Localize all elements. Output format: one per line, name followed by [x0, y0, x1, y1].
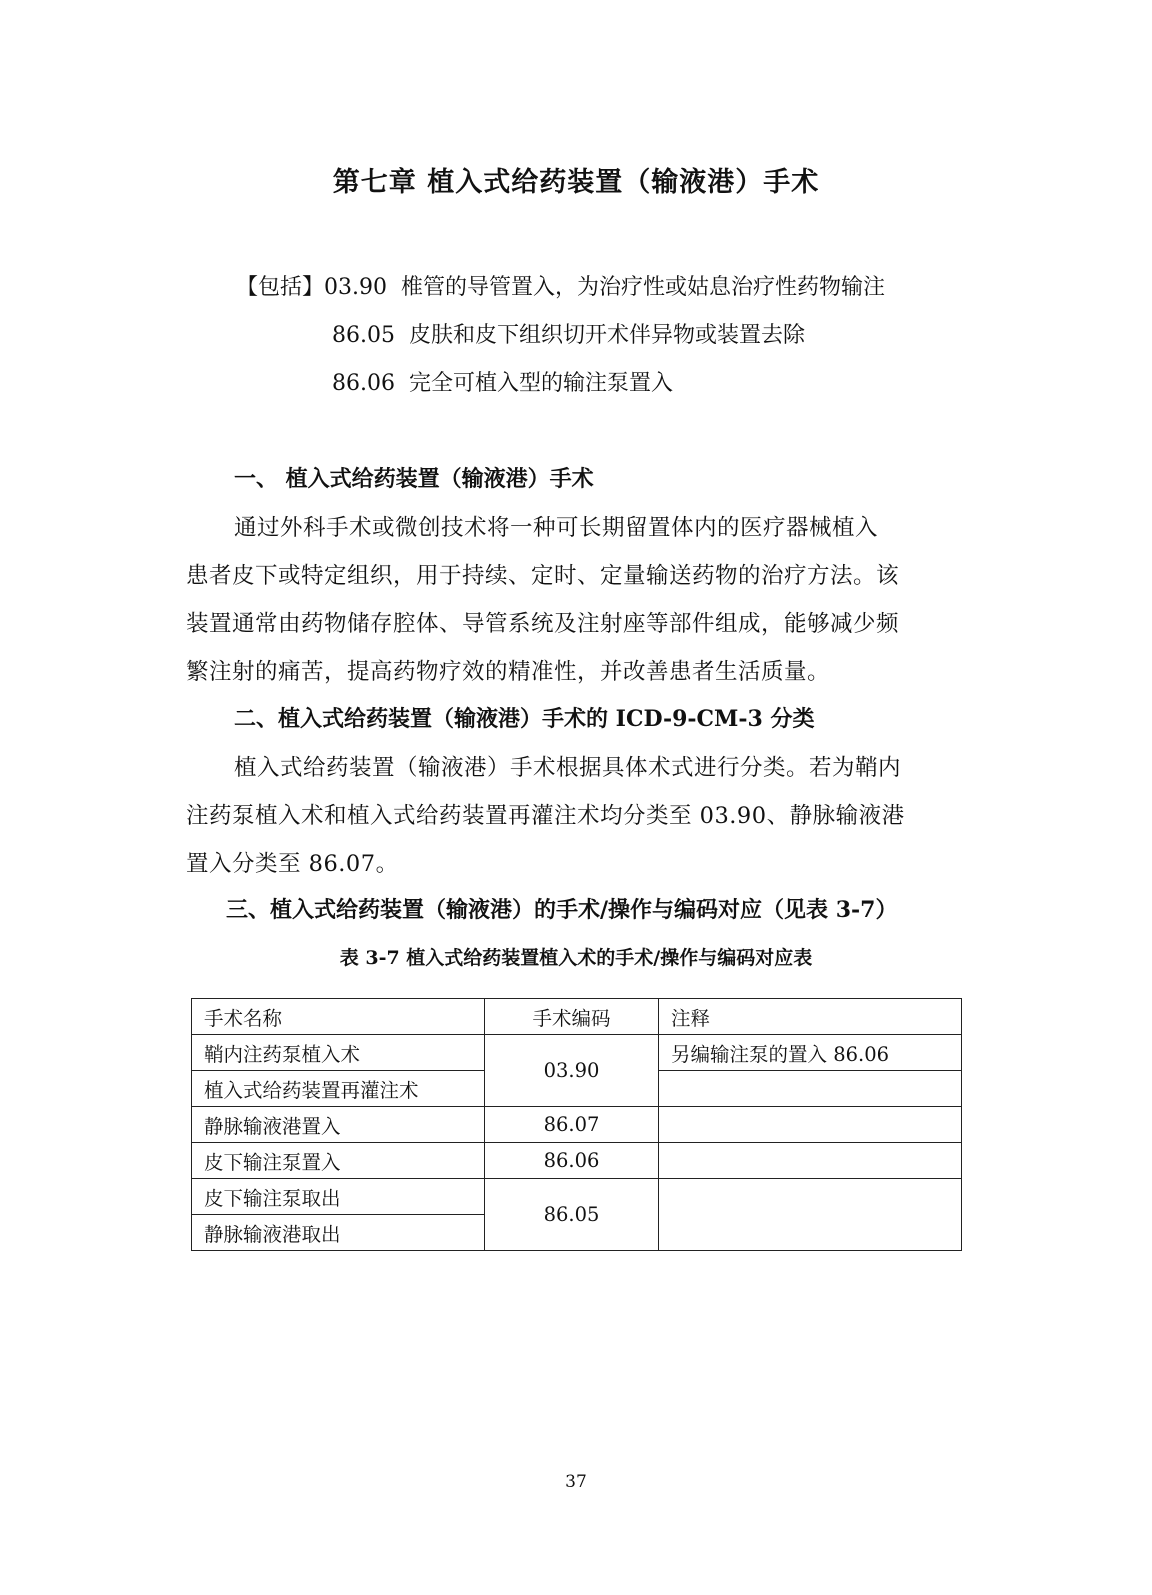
row-code: 86.06 — [485, 1143, 659, 1179]
section1-line-1: 通过外科手术或微创技术将一种可长期留置体内的医疗器械植入 — [234, 515, 879, 541]
section2-line-3: 置入分类至 86.07。 — [186, 851, 399, 877]
row-note — [659, 1179, 962, 1251]
code-table — [191, 998, 962, 1251]
table-caption: 表 3-7 植入式给药装置植入术的手术/操作与编码对应表 — [339, 947, 813, 969]
row-code: 86.05 — [485, 1179, 659, 1251]
row-name: 静脉输液港取出 — [192, 1215, 485, 1251]
section1-line-4: 繁注射的痛苦，提高药物疗效的精准性，并改善患者生活质量。 — [186, 659, 831, 685]
include-code: 86.05 — [332, 323, 395, 348]
row-note — [659, 1071, 962, 1107]
row-note — [659, 1143, 962, 1179]
row-name: 静脉输液港置入 — [192, 1107, 485, 1143]
chapter-title: 第七章 植入式给药装置（输液港）手术 — [332, 167, 820, 198]
header-name: 手术名称 — [192, 999, 485, 1035]
table-row — [192, 1179, 962, 1215]
section2-line-2: 注药泵植入术和植入式给药装置再灌注术均分类至 03.90、静脉输液港 — [186, 803, 905, 829]
includes-label: 【包括】 — [236, 275, 325, 300]
row-code: 86.07 — [485, 1107, 659, 1143]
section1-heading: 一、 植入式给药装置（输液港）手术 — [234, 466, 594, 492]
header-note: 注释 — [659, 999, 962, 1035]
table-row — [192, 1143, 962, 1179]
section2-line-1: 植入式给药装置（输液港）手术根据具体术式进行分类。若为鞘内 — [234, 755, 902, 781]
table-header-row — [192, 999, 962, 1035]
page-number: 37 — [565, 1472, 587, 1492]
row-note — [659, 1107, 962, 1143]
row-name: 鞘内注药泵植入术 — [192, 1035, 485, 1071]
section1-line-3: 装置通常由药物储存腔体、导管系统及注射座等部件组成，能够减少频 — [186, 611, 900, 637]
section1-line-2: 患者皮下或特定组织，用于持续、定时、定量输送药物的治疗方法。该 — [186, 563, 900, 589]
row-name: 皮下输注泵置入 — [192, 1143, 485, 1179]
row-name: 植入式给药装置再灌注术 — [192, 1071, 485, 1107]
include-code: 86.06 — [332, 371, 395, 396]
table-row — [192, 1107, 962, 1143]
section3-heading: 三、植入式给药装置（输液港）的手术/操作与编码对应（见表 3-7） — [226, 897, 898, 923]
include-text: 椎管的导管置入，为治疗性或姑息治疗性药物输注 — [401, 275, 886, 300]
includes-line-1 — [236, 270, 885, 301]
row-code: 03.90 — [485, 1035, 659, 1107]
row-note: 另编输注泵的置入 86.06 — [659, 1035, 962, 1071]
include-text: 皮肤和皮下组织切开术伴异物或装置去除 — [408, 323, 805, 348]
header-code: 手术编码 — [485, 999, 659, 1035]
includes-line-2 — [332, 318, 805, 349]
section2-heading: 二、植入式给药装置（输液港）手术的 ICD-9-CM-3 分类 — [234, 706, 815, 732]
table-row — [192, 1035, 962, 1071]
include-code: 03.90 — [324, 275, 387, 300]
row-name: 皮下输注泵取出 — [192, 1179, 485, 1215]
includes-line-3 — [332, 366, 673, 397]
include-text: 完全可植入型的输注泵置入 — [408, 371, 673, 396]
